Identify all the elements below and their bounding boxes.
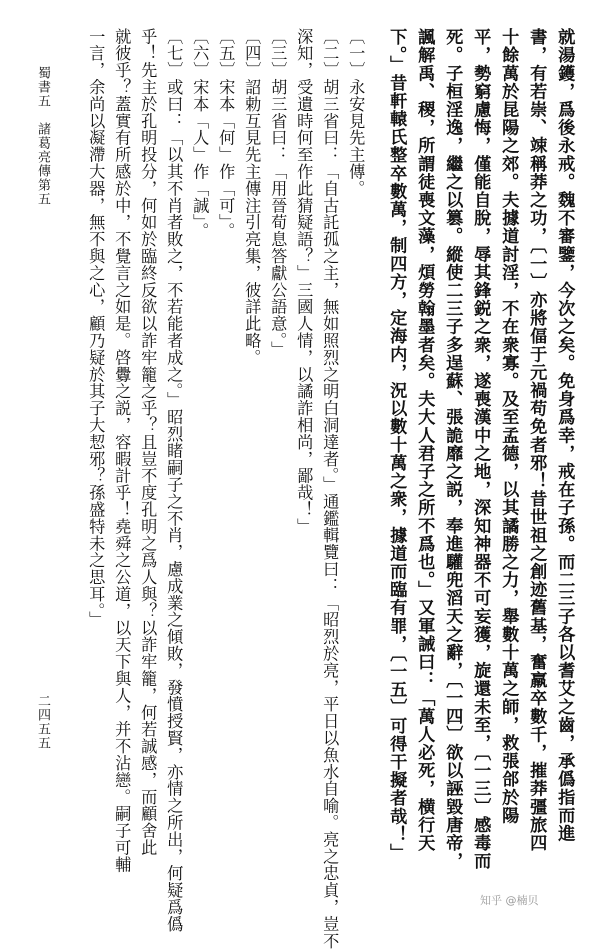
- note-column-5: 〔四〕詔勅互見先主傳注引亮集，彼詳此略。: [242, 28, 262, 366]
- main-text-column-6: 諷解禹、稷，所謂徒喪文藻，煩勞翰墨者矣。夫大人君子之所不爲也。」又軍誡曰：「萬人必死，横行天: [414, 28, 435, 852]
- note-column-1: 〔一〕永安見先主傳。: [346, 28, 366, 197]
- watermark: 知乎 @楠贝: [480, 894, 539, 907]
- main-text-column-5: 死。子桓淫逸，繼之以篡。縱使二三子多逞蘇、張詭靡之説，奉進驩兜滔天之辭，〔一四〕欲以誣毀唐帝，: [442, 28, 463, 871]
- note-column-3: 深知，受遺時何至作此猜疑語？」三國人情，以譎詐相尚，鄙哉！」: [294, 28, 314, 535]
- main-text-column-7: 下。」昔軒轅氏整卒數萬，制四方，定海内，況以數十萬之衆，據道而臨有罪，〔一五〕可得干擬者哉！」: [386, 28, 407, 862]
- running-title: 蜀書五 諸葛亮傳第五: [35, 66, 50, 206]
- note-column-10: 就彼乎？蓋實有所感於中，不覺言之如是。啓釁之説，容暇計乎！堯舜之公道，以天下與人，并不沾戀。嗣子可輔: [112, 28, 132, 873]
- page-number: 二四五五: [35, 694, 50, 750]
- main-text-column-2: 書，有若崇、竦稱莽之功，〔一〕亦將偪于元禍苟免者邪！昔世祖之創迹舊基，奮羸卒數千，摧莽彊旅四: [526, 28, 547, 852]
- note-column-11: 一言，余尚以凝滯大器，無不與之心，顧乃疑於其子大恝邪？孫盛特未之思耳。」: [86, 28, 106, 629]
- note-column-7: 〔六〕宋本「人」作「誠」。: [190, 28, 210, 240]
- note-column-4: 〔三〕胡三省曰：「用晉荀息答獻公語意。」: [268, 28, 288, 358]
- note-column-9: 乎！先主於孔明投分，何如於臨終反欲以詐牢籠之乎？且豈不度孔明之爲人與？以詐牢籠，何若誠感，而顧舍此: [138, 28, 158, 857]
- main-text-column-4: 平，勢窮慮悔，僅能自脫，辱其鋒鋭之衆，遂喪漢中之地，深知神器不可妄獲，旋還未至，〔一三〕感毒而: [470, 28, 491, 871]
- note-column-2: 〔二〕胡三省曰：「自古託孤之主，無如照烈之明白洞達者。」通鑑輯覽曰：「昭烈於亮，平日以魚水自喻。亮之忠貞，豈不: [320, 28, 340, 949]
- note-column-6: 〔五〕宋本「何」作「可」。: [216, 28, 236, 240]
- main-text-column-1: 就湯鑊，爲後永戒。魏不審鑒，今次之矣。免身爲幸，戒在子孫。而二三子各以耆艾之齒，承僞指而進: [554, 28, 575, 843]
- note-column-8: 〔七〕或曰：「以其不肖者敗之，不若能者成之。」昭烈睹嗣子之不肖，慮成業之傾敗，發憤授賢，亦情之所出，何疑爲僞: [164, 28, 184, 933]
- main-text-column-3: 十餘萬於昆陽之郊。夫據道討淫，不在衆寡。及至孟德，以其譎勝之力，舉數十萬之師，救張郃於陽: [498, 28, 519, 825]
